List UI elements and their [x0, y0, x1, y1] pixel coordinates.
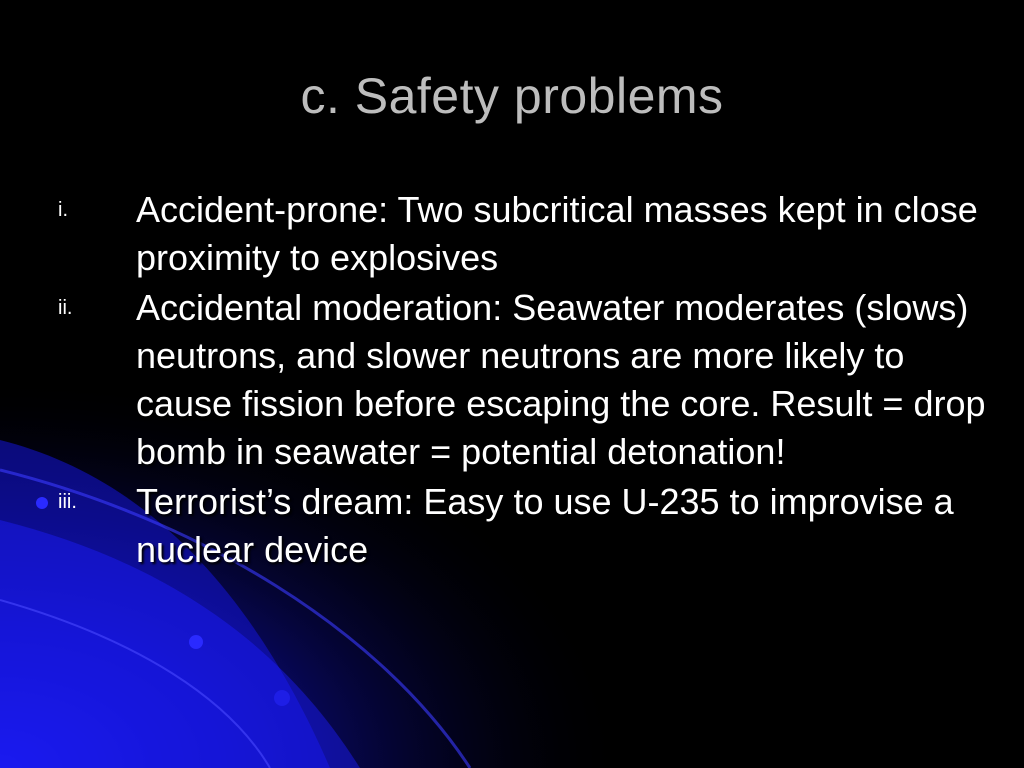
list-item — [58, 186, 988, 282]
decor-dot — [189, 635, 203, 649]
bullet-list — [58, 186, 988, 576]
list-item — [58, 478, 988, 574]
list-marker: ii. — [58, 297, 73, 319]
list-item-text: Accident-prone: Two subcritical masses kept in close proximity to explosives — [136, 189, 978, 278]
decor-dot — [36, 497, 48, 509]
list-item-text: Accidental moderation: Seawater moderates (slows) neutrons, and slower neutrons are more likely to cause fission before escaping the core. Result = drop bomb in seawater = potential detonation! — [136, 287, 986, 472]
list-marker: iii. — [58, 491, 77, 513]
decor-dot — [274, 690, 290, 706]
slide-title: c. Safety problems — [300, 68, 724, 124]
list-marker: i. — [58, 199, 68, 221]
list-item — [58, 284, 988, 476]
list-item-text: Terrorist’s dream: Easy to use U-235 to improvise a nuclear device — [136, 481, 954, 570]
